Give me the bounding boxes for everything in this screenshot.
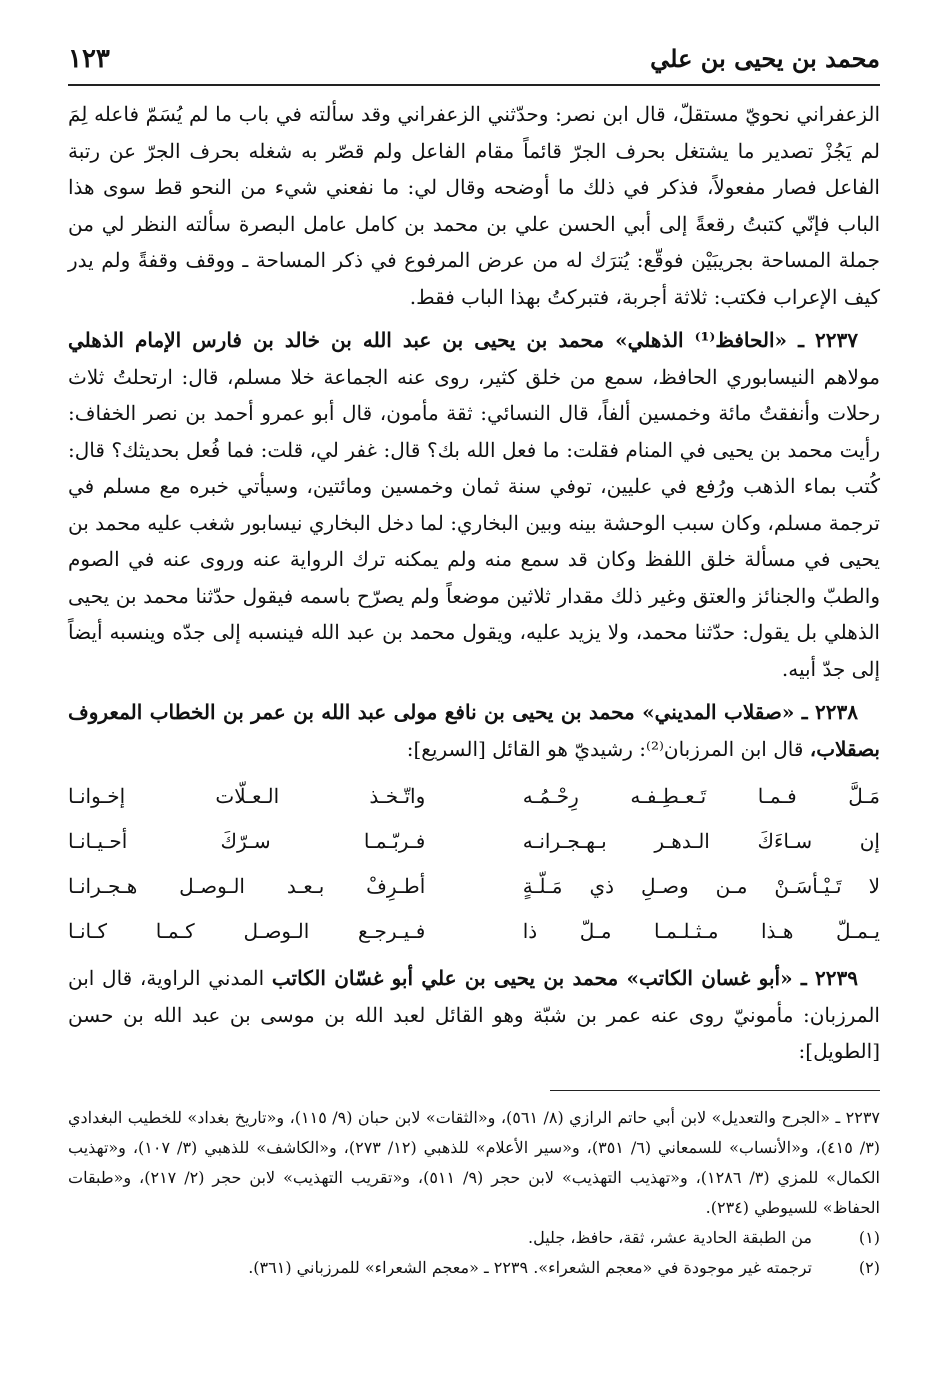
verse-second-hemistich: فـربّـمـا سـرّكَ أحـيـانـا: [68, 829, 426, 853]
footnote-divider: [550, 1090, 880, 1091]
footnote-2-marker: (٢): [858, 1257, 880, 1277]
entry-2237-heading: ٢٢٣٧ ـ «الحافظ⁽¹⁾ الذهلي» محمد بن يحيى بن عبد الله بن خالد بن فارس الإمام الذهلي: [68, 328, 858, 352]
footnote-2-text: ترجمته غير موجودة في «معجم الشعراء». ٢٢٣٩ ـ «معجم الشعراء» للمرزباني (٣٦١).: [248, 1257, 812, 1277]
verse-second-hemistich: أطـرِفْ بـعـد الـوصـل هـجـرانـا: [68, 874, 426, 898]
footnote-1-text: من الطبقة الحادية عشر، ثقة، حافظ، جليل.: [528, 1227, 812, 1247]
verse-line: [68, 774, 880, 819]
footnote-2: [68, 1253, 880, 1283]
footnote-1-marker: (١): [858, 1227, 880, 1247]
page-number: ١٢٣: [68, 44, 110, 74]
entry-2239: [68, 960, 880, 1070]
verse-line: [68, 864, 880, 909]
page-header: [68, 40, 880, 86]
footnotes: [68, 1103, 880, 1283]
running-title: محمد بن يحيى بن علي: [650, 44, 880, 73]
entry-2238-text: قال ابن المرزبان⁽²⁾: رشيديّ هو القائل [السريع]:: [406, 736, 804, 761]
footnote-1: [68, 1223, 880, 1253]
verse-second-hemistich: فـيـرجـع الـوصـل كـمـا كـانـا: [68, 919, 426, 943]
entry-2239-heading: ٢٢٣٩ ـ «أبو غسان الكاتب» محمد بن يحيى بن علي أبو غسّان الكاتب: [271, 966, 859, 990]
verse-first-hemistich: مَـلَّ فـمـا تَـعـطِـفـه رِحْـمُـه: [522, 784, 880, 808]
entry-2237-text: مولاهم النيسابوري الحافظ، سمع من خلق كثير، روى عنه الجماعة خلا مسلم، قال: ارتحلتُ ثلاث رحلات وأنفقتُ مائة وخمسين ألفاً، قال النسائي: ثقة مأمون، قال أبو عمرو أحمد بن نصر الخفاف: رأيت محمد بن يحيى في المنام فقلت: ما فعل الله بك؟ قال: غفر لي، قلت: فما فُعل بحديثك؟ قال: كُتب بماء الذهب ورُفع في عليين، توفي سنة ثمان وخمسين ومائتين، وسيأتي خبره مع مسلم في ترجمة مسلم، وكان سبب الوحشة بينه وبين البخاري: لما دخل البخاري نيسابور شغب عليه محمد بن يحيى في مسألة خلق اللفظ وكان قد سمع منه ولم يمكنه ترك الرواية عنه وروى عنه في الصوم والطبّ والجنائز والعتق وغير ذلك مقدار ثلاثين موضعاً ولم يصرّح باسمه فيقول حدّثنا محمد بن يحيى الذهلي بل يقول: حدّثنا محمد، ولا يزيد عليه، ويقول محمد بن عبد الله فينسبه إلى جدّه وينسبه أيضاً إلى جدّ أبيه.: [68, 364, 880, 681]
verse-first-hemistich: إن سـاءَكَ الـدهـر بـهـجـرانـه: [522, 829, 880, 853]
verse-line: [68, 819, 880, 864]
entry-2237: [68, 322, 880, 687]
footnote-sources-2237: ٢٢٣٧ ـ «الجرح والتعديل» لابن أبي حاتم الرازي (٨/ ٥٦١)، و«الثقات» لابن حبان (٩/ ١١٥)، و«تاريخ بغداد» للخطيب البغدادي (٣/ ٤١٥)، و«الأنساب» للسمعاني (٦/ ٣٥١)، و«سير الأعلام» للذهبي (١٢/ ٢٧٣)، و«الكاشف» للذهبي (٣/ ١٠٧)، و«تهذيب الكمال» للمزي (٣/ ١٢٨٦)، و«تهذيب التهذيب» لابن حجر (٩/ ٥١١)، و«تقريب التهذيب» لابن حجر (٢/ ٢١٧)، و«طبقات الحفاظ» للسيوطي (٢٣٤).: [68, 1107, 881, 1217]
verse-second-hemistich: واتّـخـذ الـعـلّات إخـوانـا: [68, 784, 426, 808]
entry-2238-heading: ٢٢٣٨ ـ «صقلاب المديني» محمد بن يحيى بن نافع مولى عبد الله بن عمر بن الخطاب المعروف بصقلاب،: [68, 700, 880, 761]
poem: [68, 774, 880, 954]
verse-first-hemistich: يـمـلّ هـذا مـثـلـمـا مـلّ ذا: [522, 919, 880, 943]
entry-2239-text: المدني الراوية، قال ابن المرزبان: مأمونيّ روى عنه عمر بن شبّة وهو القائل لعبد الله بن موسى بن عبد الله بن حسن [الطويل]:: [68, 966, 880, 1063]
entry-2238: [68, 694, 880, 767]
paragraph-zafarani: الزعفراني نحويّ مستقلّ، قال ابن نصر: وحدّثني الزعفراني وقد سألته في باب ما لم يُسَمّ فاعله لِمَ لم يَجُزْ تصدير ما يشتغل بحرف الجرّ قائماً مقام الفاعل ولم قصّر به شغله بحرف الجرّ عن رتبة الفاعل فصار مفعولاً، فذكر في ذلك ما أوضحه وقال لي: ما نفعني شيء من النحو قط سوى هذا الباب فإنّي كتبتُ رقعةً إلى أبي الحسن علي بن محمد بن كامل عامل البصرة سألته النظر لي من جملة المساحة بجريبَيْن فوقّع: يُترَك له من عرض المرفوع في ذكر المساحة ـ ووقف وقفةً ولم يدر كيف الإعراب فكتب: ثلاثة أجربة، فتبركتُ بهذا الباب فقط.: [68, 102, 880, 309]
verse-line: [68, 909, 880, 954]
verse-first-hemistich: لا تَـيْـأسَـنْ مـن وصـلِ ذي مَـلّـةٍ: [522, 874, 880, 898]
main-text: [68, 96, 880, 1283]
